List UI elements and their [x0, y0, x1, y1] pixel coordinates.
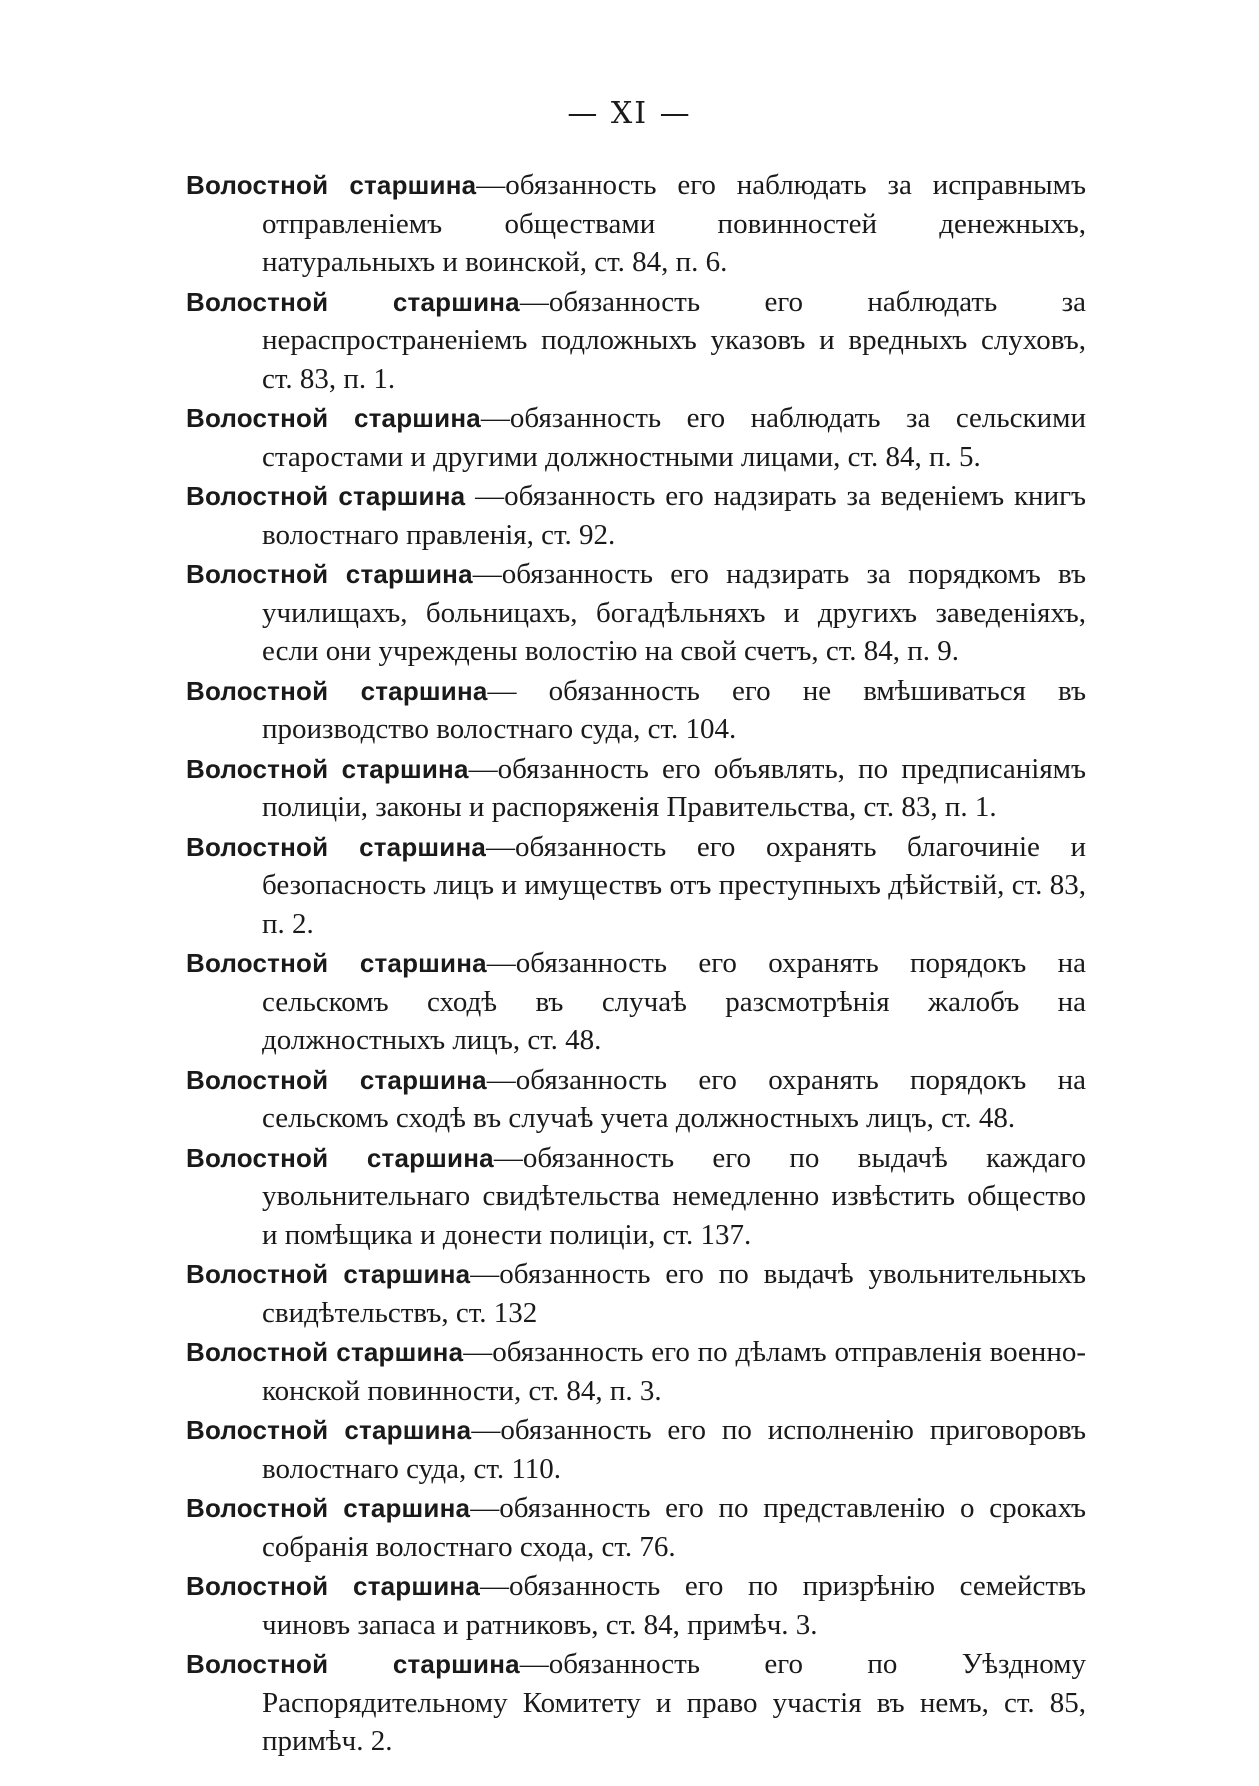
entry-heading: Волостной старшина — [186, 1259, 471, 1289]
entry-text: —обязанность его по выдачѣ каждаго увольнительнаго свидѣтельства немедленно извѣстить общество и помѣщика и донести полиціи, ст. 137. — [262, 1141, 1086, 1251]
entry-text: —обязанность его наблюдать за исправнымъ отправленіемъ обществами повинностей денежныхъ, натуральныхъ и воинской, ст. 84, п. 6. — [262, 169, 1086, 278]
index-entry — [186, 166, 1086, 282]
entry-text: —обязанность его наблюдать за нераспространеніемъ подложныхъ указовъ и вредныхъ слуховъ, ст. 83, п. 1. — [262, 285, 1086, 395]
entry-text: —обязанность его по Уѣздному Распорядительному Комитету и право участія въ немъ, ст. 85, примѣч. 2. — [262, 1648, 1086, 1757]
entry-heading: Волостной старшина — [186, 948, 487, 978]
index-entry — [186, 672, 1086, 749]
entry-heading: Волостной старшина — [186, 675, 488, 706]
entry-heading: Волостной старшина — [186, 831, 487, 862]
entry-heading: Волостной старшина — [186, 753, 469, 784]
index-entry — [186, 1567, 1086, 1644]
index-entry — [186, 1333, 1086, 1410]
entry-text: —обязанность его надзирать за веденіемъ книгъ волостнаго правленія, ст. 92. — [262, 480, 1086, 551]
entry-text: —обязанность его надзирать за порядкомъ въ училищахъ, больницахъ, богадѣльняхъ и другихъ заведеніяхъ, если они учреждены волостію на свой счетъ, ст. 84, п. 9. — [262, 558, 1086, 667]
index-entry — [186, 283, 1086, 399]
entry-heading: Волостной старшина — [186, 1571, 481, 1601]
entry-text: —обязанность его по выдачѣ увольнительныхъ свидѣтельствъ, ст. 132 — [262, 1258, 1086, 1329]
entry-text: —обязанность его объявлять, по предписаніямъ полиціи, законы и распоряженія Правительства, ст. 83, п. 1. — [262, 752, 1087, 823]
index-entry — [186, 1061, 1086, 1138]
index-entry — [186, 399, 1086, 476]
entry-text: —обязанность его наблюдать за сельскими старостами и другими должностными лицами, ст. 84, п. 5. — [262, 402, 1086, 473]
entry-heading: Волостной старшина — [186, 481, 466, 511]
entry-text: — обязанность его не вмѣшиваться въ производство волостнаго суда, ст. 104. — [262, 674, 1086, 745]
entry-text: —обязанность его охранять порядокъ на сельскомъ сходѣ въ случаѣ учета должностныхъ лицъ, ст. 48. — [262, 1063, 1086, 1134]
entry-text: —обязанность его по призрѣнію семействъ чиновъ запаса и ратниковъ, ст. 84, примѣч. 3. — [262, 1570, 1086, 1641]
entry-heading: Волостной старшина — [186, 1493, 471, 1523]
index-entry — [186, 555, 1086, 671]
entry-text: —обязанность его по представленію о срокахъ собранія волостнаго схода, ст. 76. — [262, 1492, 1086, 1563]
index-entry — [186, 1645, 1086, 1761]
index-entry — [186, 750, 1086, 827]
index-entry — [186, 944, 1086, 1060]
entry-heading: Волостной старшина — [186, 403, 481, 433]
index-entry — [186, 1255, 1086, 1332]
entry-heading: Волостной старшина — [186, 286, 520, 317]
index-entry — [186, 1139, 1086, 1255]
index-entries — [186, 166, 1086, 1762]
index-entry — [186, 477, 1086, 554]
index-entry — [186, 1411, 1086, 1488]
entry-heading: Волостной старшина — [186, 559, 473, 589]
entry-heading: Волостной старшина — [186, 1142, 494, 1173]
entry-text: —обязанность его по дѣламъ отправленія военно-конской повинности, ст. 84, п. 3. — [262, 1336, 1086, 1407]
index-entry — [186, 828, 1086, 944]
entry-heading: Волостной старшина — [186, 1415, 472, 1445]
entry-text: —обязанность его охранять порядокъ на сельскомъ сходѣ въ случаѣ разсмотрѣнія жалобъ на должностныхъ лицъ, ст. 48. — [262, 947, 1086, 1056]
entry-text: —обязанность его по исполненію приговоровъ волостнаго суда, ст. 110. — [262, 1414, 1086, 1485]
page-number: — XI — — [567, 96, 692, 131]
entry-heading: Волостной старшина — [186, 170, 477, 200]
entry-heading: Волостной старшина — [186, 1649, 520, 1679]
entry-heading: Волостной старшина — [186, 1337, 464, 1367]
entry-heading: Волостной старшина — [186, 1064, 487, 1095]
entry-text: —обязанность его охранять благочиніе и безопасность лицъ и имуществъ отъ преступныхъ дѣйствій, ст. 83, п. 2. — [262, 830, 1086, 940]
index-entry — [186, 1489, 1086, 1566]
